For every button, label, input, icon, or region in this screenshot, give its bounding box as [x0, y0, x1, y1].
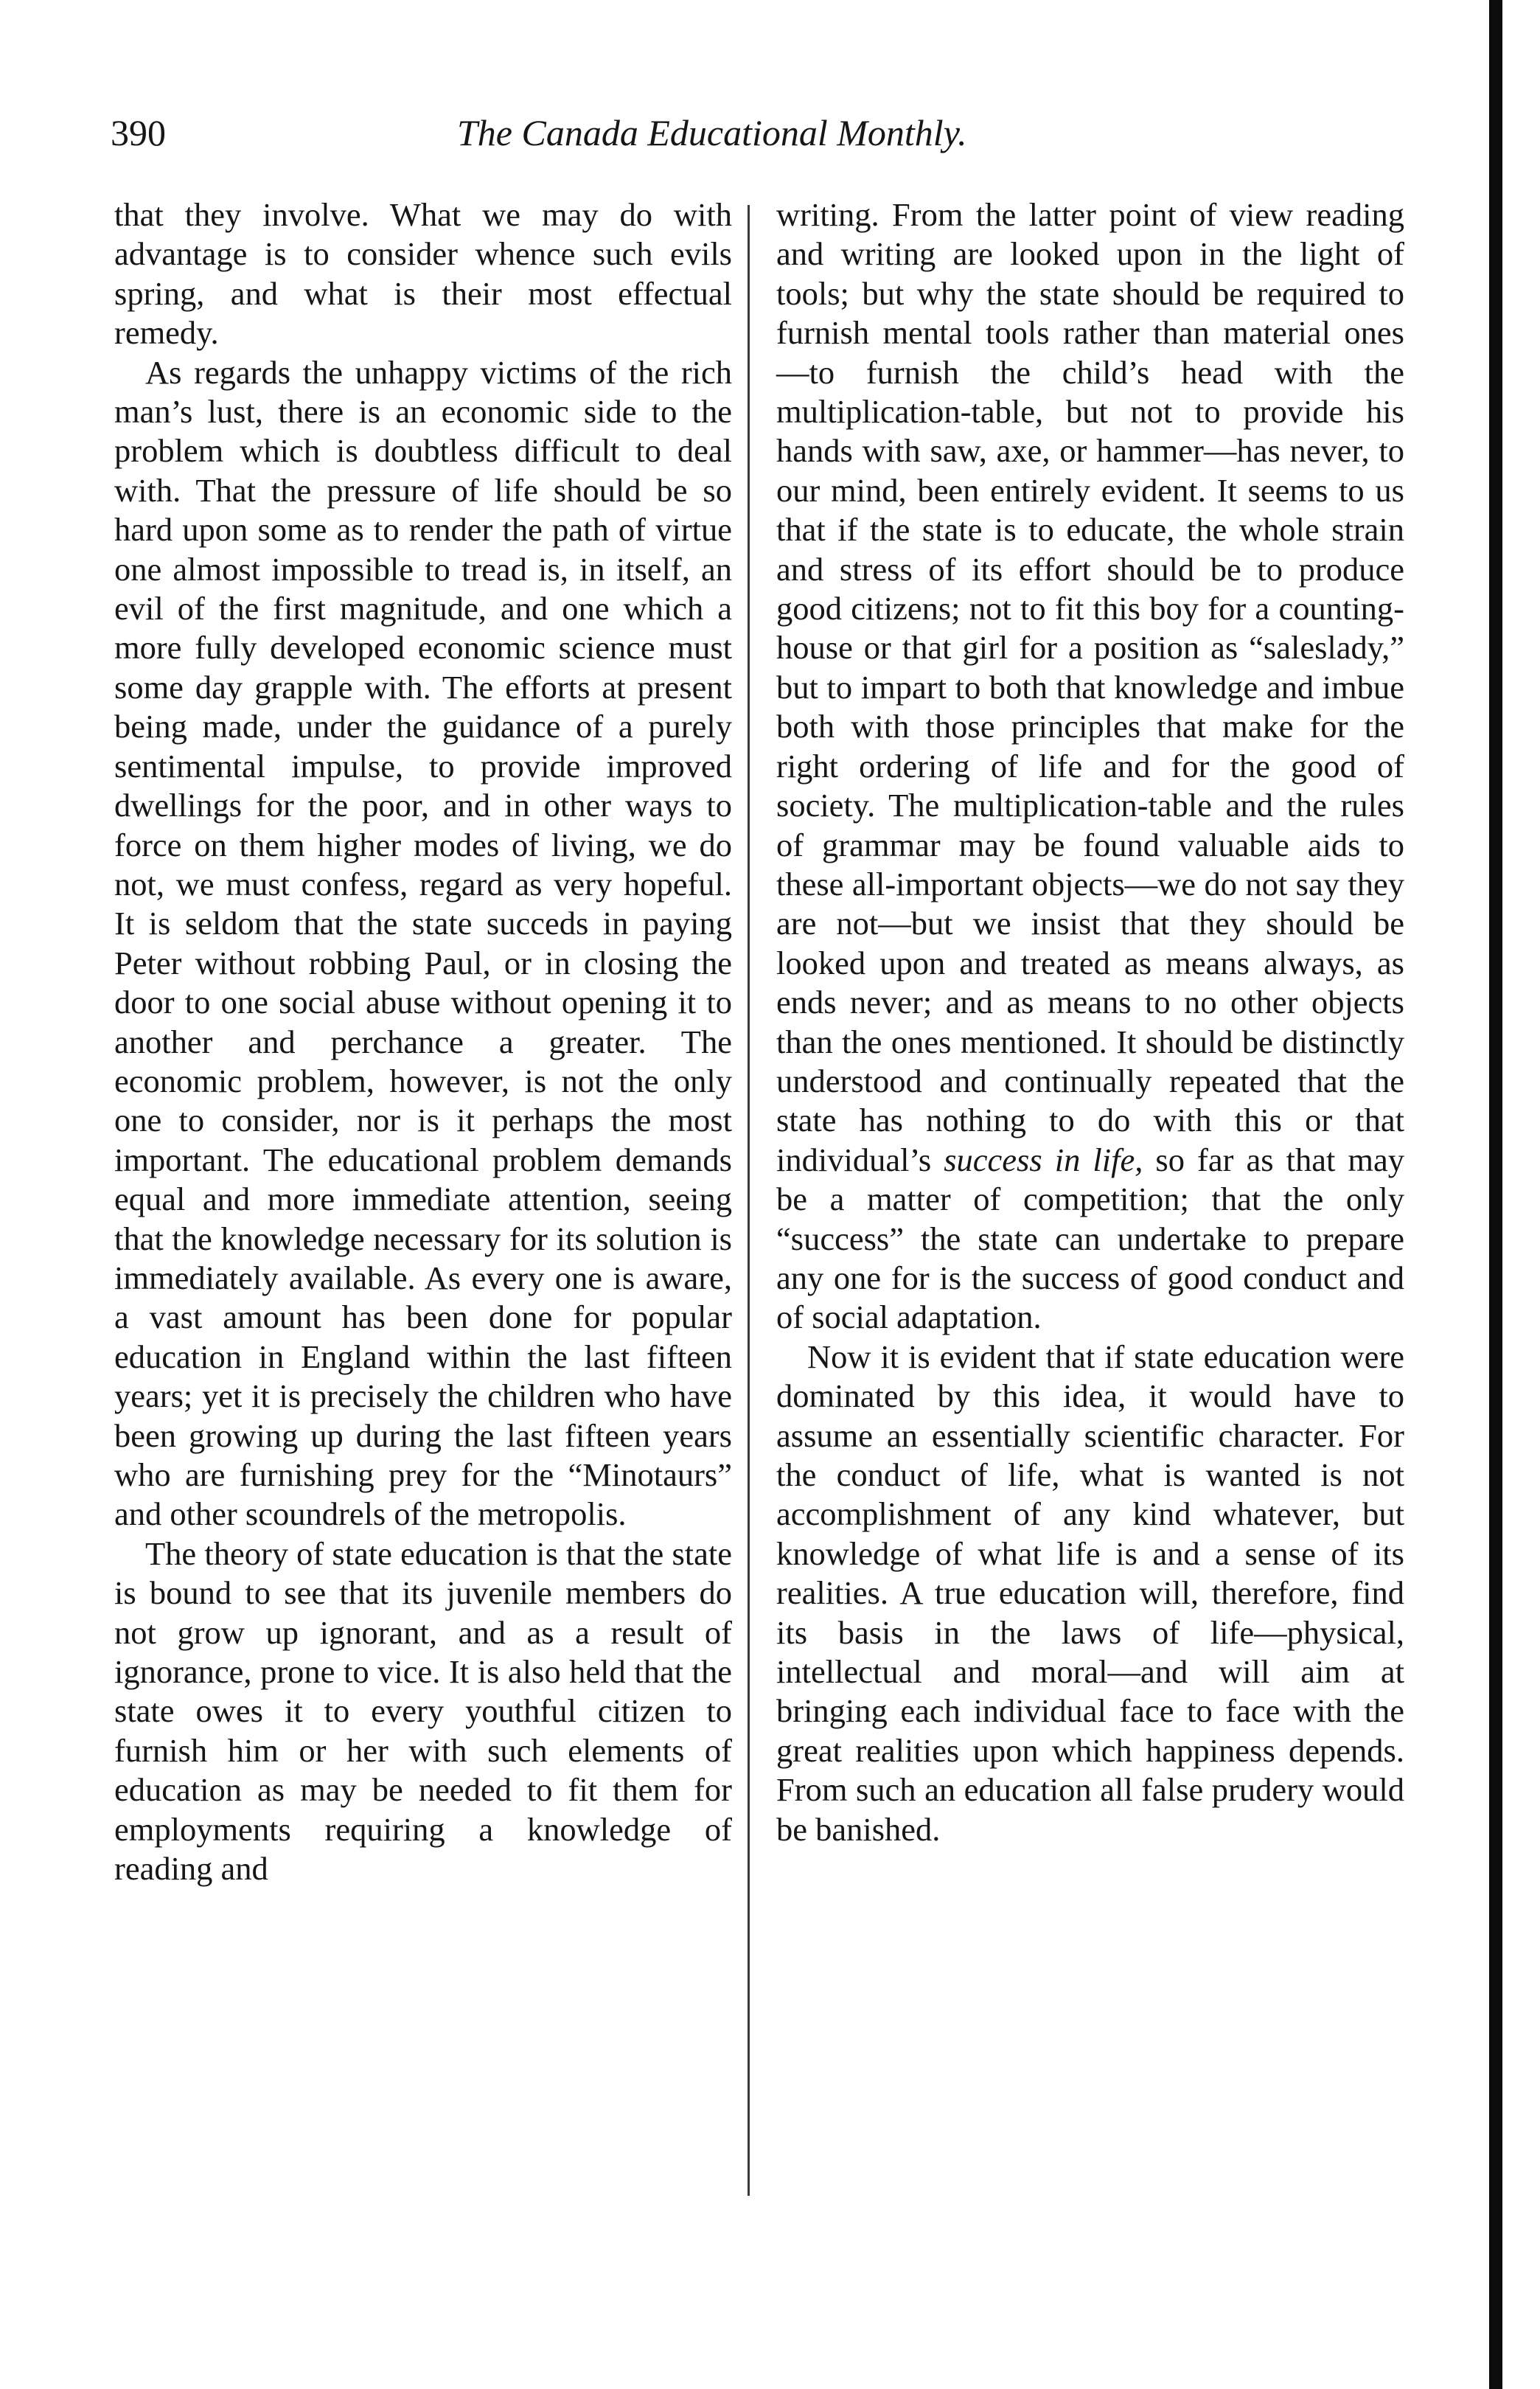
paragraph: Now it is evident that if state education were dominated by this idea, it would have to assume an essentially scientific character. For the conduct of life, what is wanted is not accomplishment of any kind whatever, but knowledge of what life is and a sense of its realities. A true education will, therefore, find its basis in the laws of life—physical, intellectual and moral—and will aim at bringing each individual face to face with the great realities upon which happiness depends. From such an education all false prudery would be banished. [776, 1338, 1404, 1848]
column-divider [748, 205, 750, 2196]
paragraph-continued: that they involve. What we may do with advantage is to consider whence such evils spring, and what is their most effectual remedy. [114, 196, 732, 352]
italic-phrase: success in life, [944, 1141, 1143, 1178]
page-number: 390 [111, 112, 166, 153]
running-title: The Canada Educational Monthly. [457, 112, 967, 153]
scan-edge-bar [1489, 0, 1502, 2389]
text-run: writing. From the latter point of view reading and writing are looked upon in the light of tools; but why the state should be required to furnish mental tools rather than material ones—to furnish the child’s head with the multiplication-table, but not to provide his hands with saw, axe, or hammer—has never, to our mind, been entirely evident. It seems to us that if the state is to educate, the whole strain and stress of its effort should be to produce good citizens; not to fit this boy for a counting-house or that girl for a position as “saleslady,” but to impart to both that knowledge and imbue both with those principles that make for the right ordering of life and for the good of society. The multiplication-table and the rules of grammar may be found valuable aids to these all-important objects—we do not say they are not—but we insist that they should be looked upon and treated as means always, as ends never; and as means to no other objects than the ones mentioned. It should be distinctly understood and continually repeated that the state has nothing to do with this or that individual’s [776, 196, 1404, 1178]
right-column [776, 195, 1404, 1849]
text-run: so far as that may be a matter of competition; that the only “success” the state can undertake to prepare any one for is the success of good conduct and of social adaptation. [776, 1141, 1405, 1336]
paragraph: As regards the unhappy victims of the rich man’s lust, there is an economic side to the problem which is doubtless difficult to deal with. That the pressure of life should be so hard upon some as to render the path of virtue one almost impossible to tread is, in itself, an evil of the first magnitude, and one which a more fully developed economic science must some day grapple with. The efforts at present being made, under the guidance of a purely sentimental impulse, to provide improved dwellings for the poor, and in other ways to force on them higher modes of living, we do not, we must confess, regard as very hopeful. It is seldom that the state succeds in paying Peter without robbing Paul, or in closing the door to one social abuse without opening it to another and perchance a greater. The economic problem, however, is not the only one to consider, nor is it perhaps the most important. The educational problem demands equal and more immediate attention, seeing that the knowledge necessary for its solution is immediately available. As every one is aware, a vast amount has been done for popular education in England within the last fifteen years; yet it is precisely the children who have been growing up during the last fifteen years who are furnishing prey for the “Minotaurs” and other scoundrels of the metropolis. [114, 353, 732, 1533]
left-column [114, 195, 732, 1888]
paragraph: The theory of state education is that the state is bound to see that its juvenile members do not grow up ignorant, and as a result of ignorance, prone to vice. It is also held that the state owes it to every youthful citizen to furnish him or her with such elements of education as may be needed to fit them for employments requiring a knowledge of reading and [114, 1534, 732, 1888]
paragraph-continued [776, 195, 1404, 1338]
page-header [111, 111, 1076, 162]
